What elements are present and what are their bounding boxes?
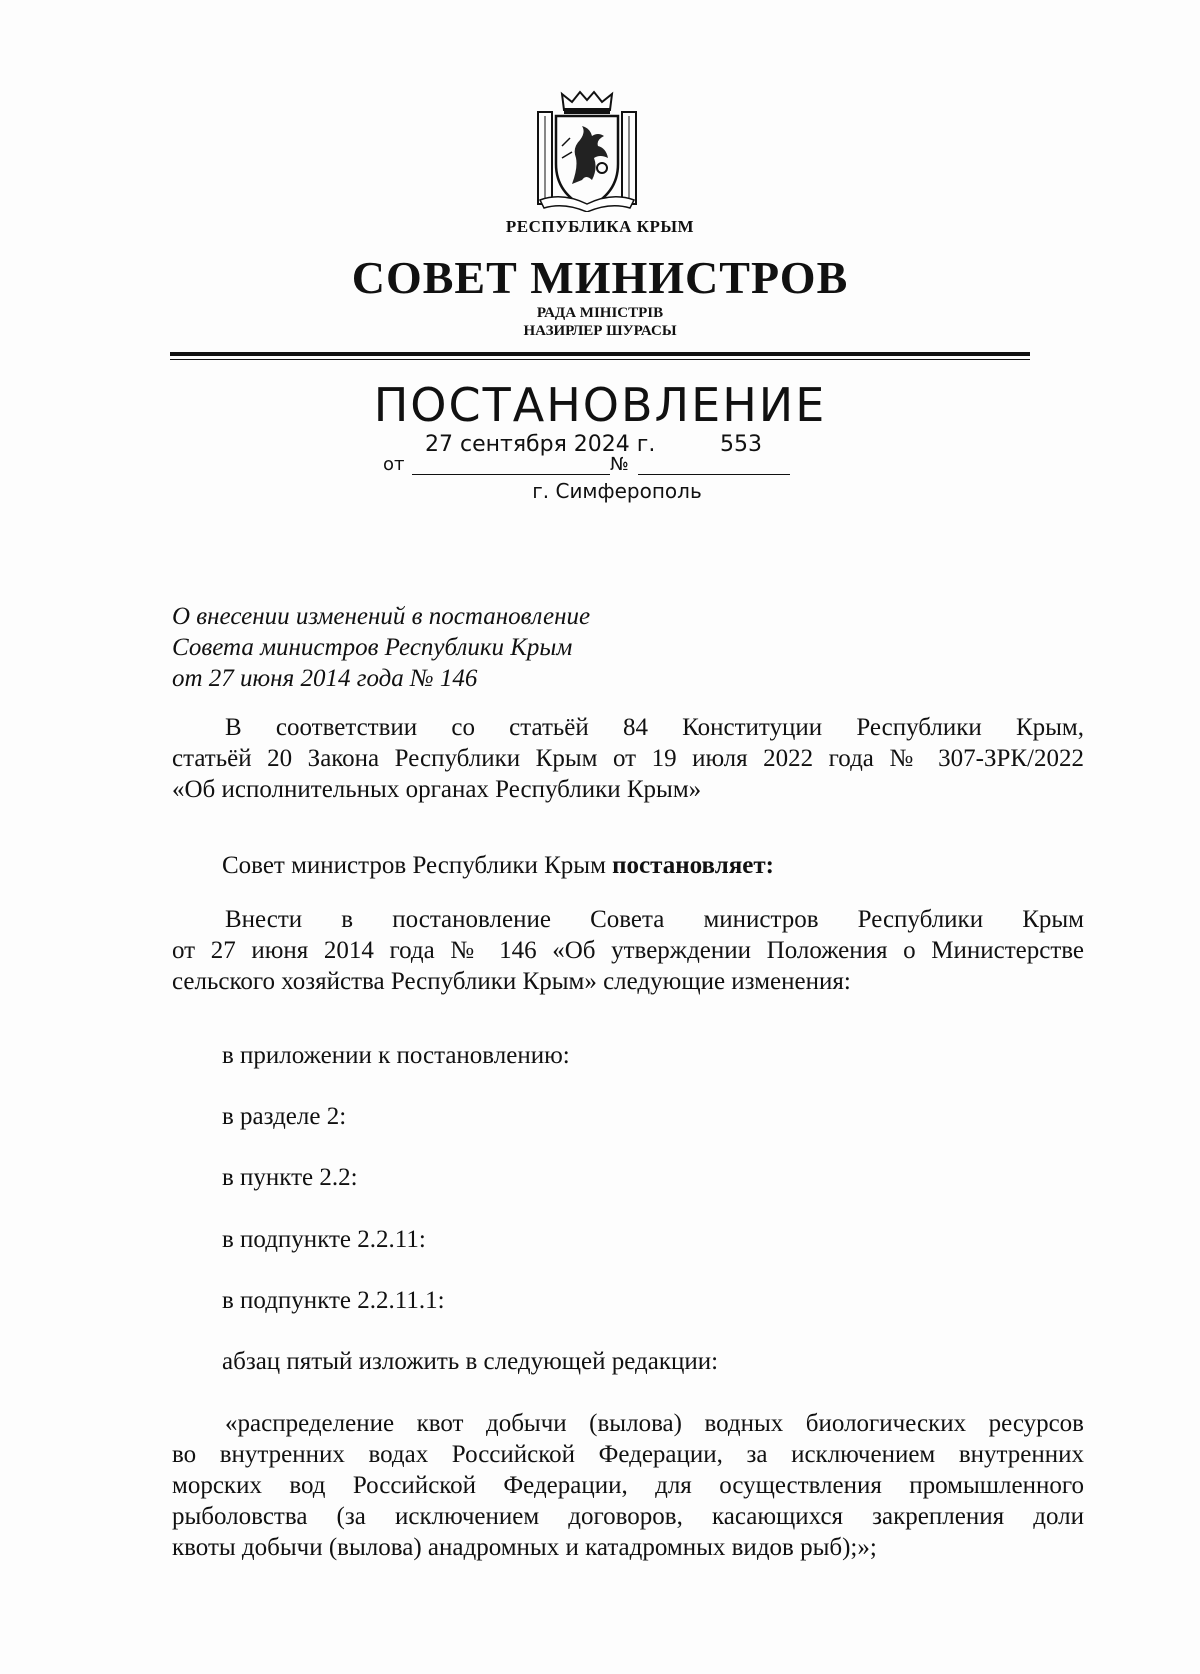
number-prefix-label: №	[610, 454, 629, 475]
list-item: в пункте 2.2:	[222, 1164, 358, 1191]
subject-line: от 27 июня 2014 года № 146	[172, 665, 478, 692]
document-subject	[172, 601, 590, 694]
city-of-issue: г. Симферополь	[532, 479, 702, 503]
subject-line: Совета министров Республики Крым	[172, 634, 573, 661]
legal-basis-paragraph	[172, 712, 1084, 805]
paragraph-line: сельского хозяйства Республики Крым» следующие изменения:	[172, 968, 851, 995]
date-underline	[412, 474, 610, 475]
council-name: СОВЕТ МИНИСТРОВ	[351, 252, 849, 303]
list-item: в подпункте 2.2.11.1:	[222, 1287, 445, 1314]
decree-number: 553	[720, 432, 762, 457]
amendment-paragraph	[172, 904, 1084, 997]
list-item: в подпункте 2.2.11:	[222, 1226, 426, 1253]
header-divider-thin	[170, 359, 1030, 360]
paragraph-line: «распределение квот добычи (вылова) водных биологических ресурсов	[225, 1410, 1084, 1437]
paragraph-line: от 27 июня 2014 года № 146 «Об утверждении Положения о Министерстве	[172, 937, 1084, 964]
date-prefix-label: от	[383, 454, 405, 475]
republic-name: РЕСПУБЛИКА КРЫМ	[505, 217, 695, 236]
number-underline	[638, 474, 790, 475]
list-item: в приложении к постановлению:	[222, 1042, 570, 1069]
paragraph-line: «Об исполнительных органах Республики Крым»	[172, 776, 702, 803]
resolves-prefix: Совет министров Республики Крым	[222, 852, 613, 879]
council-name-ukrainian: РАДА МІНІСТРІВ	[536, 305, 664, 321]
paragraph-line: морских вод Российской Федерации, для осуществления промышленного	[172, 1472, 1084, 1499]
resolves-keyword: постановляет:	[612, 852, 774, 879]
paragraph-line: квоты добычи (вылова) анадромных и катадромных видов рыб);»;	[172, 1534, 877, 1561]
paragraph-line: В соответствии со статьёй 84 Конституции Республики Крым,	[225, 714, 1084, 741]
council-name-crimean-tatar: НАЗИРЛЕР ШУРАСЫ	[523, 323, 677, 339]
header-divider	[170, 352, 1030, 356]
paragraph-line: статьёй 20 Закона Республики Крым от 19 июля 2022 года № 307-ЗРК/2022	[172, 745, 1084, 772]
amended-text-quote	[172, 1408, 1084, 1563]
decree-date: 27 сентября 2024 г.	[425, 432, 656, 457]
document-type-title: ПОСТАНОВЛЕНИЕ	[373, 378, 827, 432]
paragraph-line: Внести в постановление Совета министров Республики Крым	[225, 906, 1084, 933]
list-item: в разделе 2:	[222, 1103, 347, 1130]
paragraph-line: во внутренних водах Российской Федерации, за исключением внутренних	[172, 1441, 1084, 1468]
list-item: абзац пятый изложить в следующей редакции:	[222, 1348, 719, 1375]
resolves-statement	[222, 850, 774, 881]
crimea-coat-of-arms-icon	[532, 88, 642, 212]
subject-line: О внесении изменений в постановление	[172, 603, 591, 630]
paragraph-line: рыболовства (за исключением договоров, касающихся закрепления доли	[172, 1503, 1084, 1530]
